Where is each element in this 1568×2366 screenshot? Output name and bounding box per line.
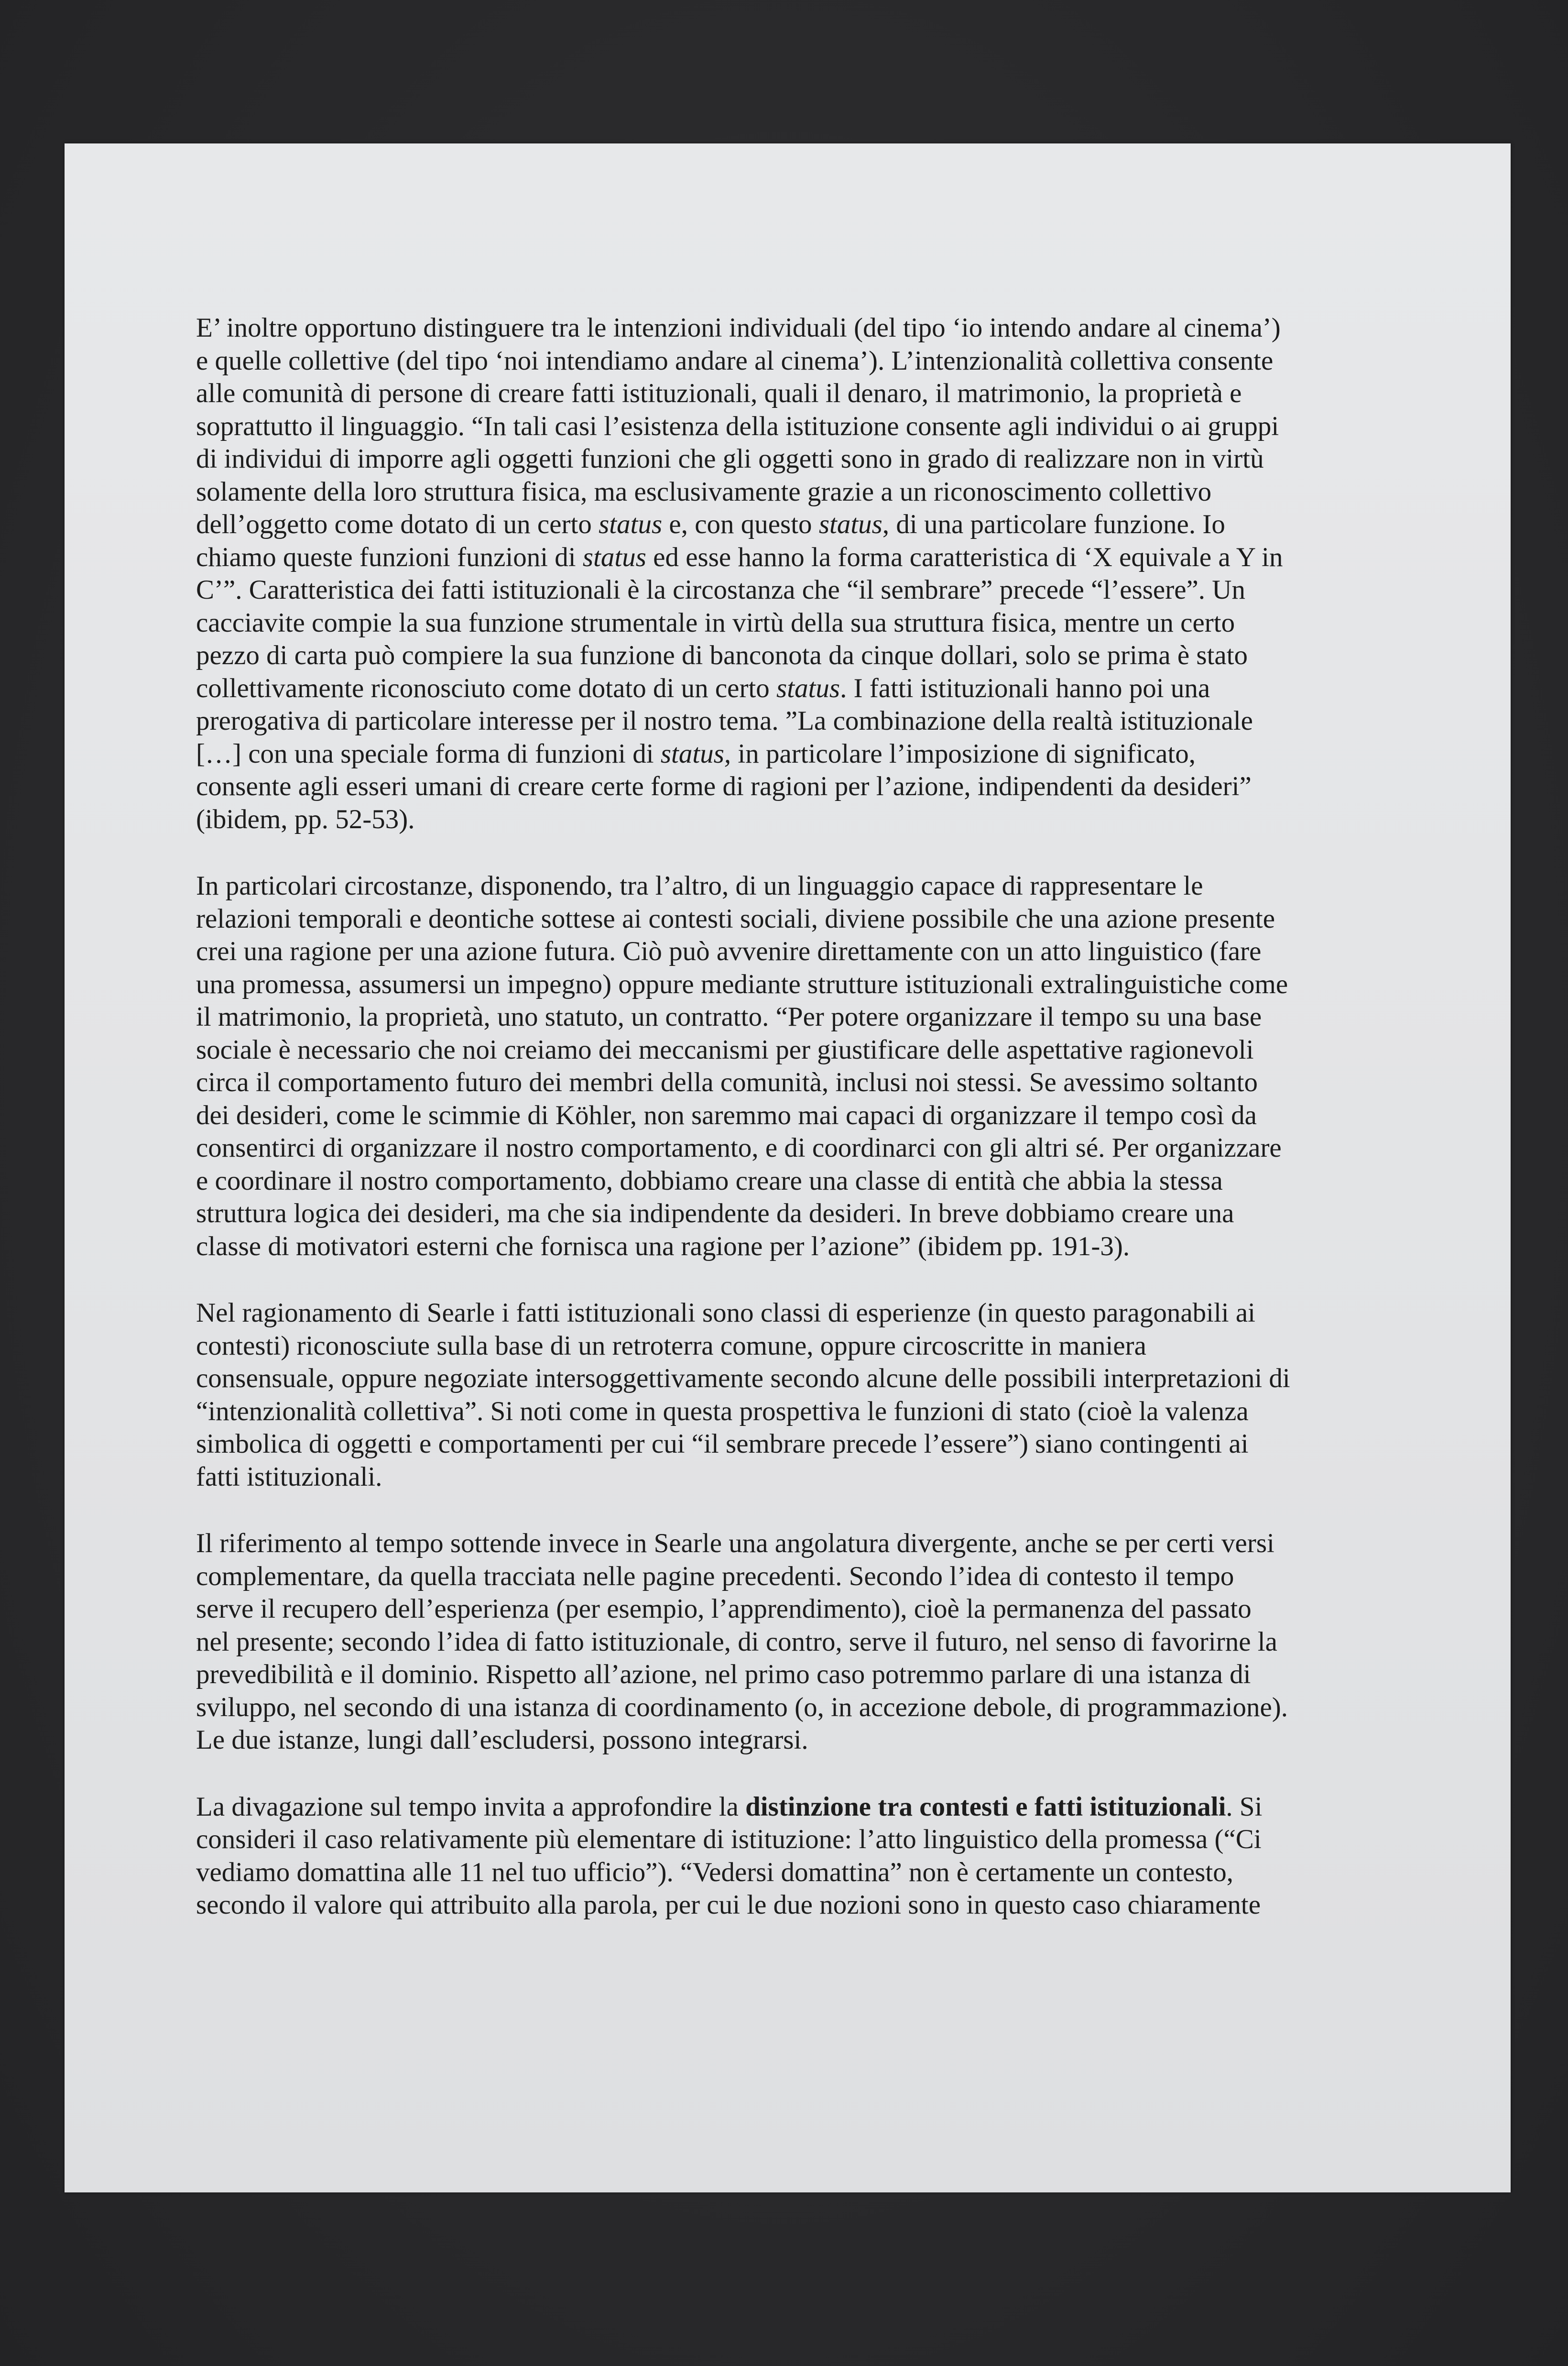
paragraph-4 [196,1527,1367,1757]
text-line: La divagazione sul tempo invita a approfondire la distinzione tra contesti e fatti istituzionali. Si [196,1791,1263,1822]
text-line: il matrimonio, la proprietà, uno statuto, un contratto. “Per potere organizzare il tempo su una base [196,1002,1262,1032]
body-text [196,312,1367,1956]
text-line: complementare, da quella tracciata nelle pagine precedenti. Secondo l’idea di contesto il tempo [196,1561,1234,1591]
text-line: cacciavite compie la sua funzione strumentale in virtù della sua struttura fisica, mentre un certo [196,607,1235,638]
text-line: E’ inoltre opportuno distinguere tra le intenzioni individuali (del tipo ‘io intendo andare al cinema’) [196,313,1281,343]
text-line: simbolica di oggetti e comportamenti per cui “il sembrare precede l’essere”) siano contingenti ai [196,1429,1249,1459]
text-line: relazioni temporali e deontiche sottese ai contesti sociali, diviene possibile che una azione presente [196,903,1275,934]
text-line: chiamo queste funzioni funzioni di status ed esse hanno la forma caratteristica di ‘X equivale a Y in [196,542,1283,572]
text-line: e quelle collettive (del tipo ‘noi intendiamo andare al cinema’). L’intenzionalità collettiva consente [196,345,1274,376]
text-line: sviluppo, nel secondo di una istanza di coordinamento (o, in accezione debole, di programmazione). [196,1692,1288,1722]
text-line: una promessa, assumersi un impegno) oppure mediante strutture istituzionali extralinguistiche come [196,969,1288,999]
text-line: di individui di imporre agli oggetti funzioni che gli oggetti sono in grado di realizzare non in virtù [196,444,1264,474]
text-line: […] con una speciale forma di funzioni di status, in particolare l’imposizione di significato, [196,738,1196,769]
text-line: consentirci di organizzare il nostro comportamento, e di coordinarci con gli altri sé. Per organizzare [196,1133,1282,1163]
text-line: nel presente; secondo l’idea di fatto istituzionale, di contro, serve il futuro, nel senso di favorirne la [196,1626,1277,1657]
paragraph-3 [196,1297,1367,1493]
paragraph-2 [196,870,1367,1263]
text-line: “intenzionalità collettiva”. Si noti come in questa prospettiva le funzioni di stato (cioè la valenza [196,1396,1249,1426]
text-line: struttura logica dei desideri, ma che sia indipendente da desideri. In breve dobbiamo creare una [196,1198,1234,1228]
text-line: consideri il caso relativamente più elementare di istituzione: l’atto linguistico della promessa (“Ci [196,1824,1262,1854]
text-line: contesti) riconosciute sulla base di un retroterra comune, oppure circoscritte in maniera [196,1330,1146,1361]
paper-sheet [65,143,1511,2192]
text-line: collettivamente riconosciuto come dotato di un certo status. I fatti istituzionali hanno poi una [196,673,1210,703]
text-line: Il riferimento al tempo sottende invece in Searle una angolatura divergente, anche se per certi versi [196,1528,1274,1558]
text-line: crei una ragione per una azione futura. Ciò può avvenire direttamente con un atto linguistico (fare [196,936,1262,966]
text-line: Nel ragionamento di Searle i fatti istituzionali sono classi di esperienze (in questo paragonabili ai [196,1298,1256,1328]
text-line: classe di motivatori esterni che fornisca una ragione per l’azione” (ibidem pp. 191-3). [196,1231,1130,1261]
text-line: serve il recupero dell’esperienza (per esempio, l’apprendimento), cioè la permanenza del passato [196,1594,1252,1624]
text-line: prevedibilità e il dominio. Rispetto all’azione, nel primo caso potremmo parlare di una istanza di [196,1659,1251,1689]
text-line: fatti istituzionali. [196,1461,382,1492]
text-line: (ibidem, pp. 52-53). [196,804,415,834]
text-line: consente agli esseri umani di creare certe forme di ragioni per l’azione, indipendenti da desideri” [196,771,1252,801]
text-line: C’”. Caratteristica dei fatti istituzionali è la circostanza che “il sembrare” precede “l’essere”. Un [196,575,1245,605]
text-line: consensuale, oppure negoziate intersoggettivamente secondo alcune delle possibili interpretazioni di [196,1363,1290,1393]
text-line: soprattutto il linguaggio. “In tali casi l’esistenza della istituzione consente agli individui o ai gruppi [196,411,1279,441]
text-line: secondo il valore qui attribuito alla parola, per cui le due nozioni sono in questo caso chiaramente [196,1890,1261,1920]
paragraph-1 [196,312,1367,836]
text-line: In particolari circostanze, disponendo, tra l’altro, di un linguaggio capace di rappresentare le [196,871,1203,901]
text-line: sociale è necessario che noi creiamo dei meccanismi per giustificare delle aspettative ragionevoli [196,1034,1254,1065]
text-line: dei desideri, come le scimmie di Köhler, non saremmo mai capaci di organizzare il tempo così da [196,1100,1257,1130]
text-line: pezzo di carta può compiere la sua funzione di banconota da cinque dollari, solo se prima è stato [196,640,1248,670]
text-line: alle comunità di persone di creare fatti istituzionali, quali il denaro, il matrimonio, la proprietà e [196,378,1242,408]
text-line: circa il comportamento futuro dei membri della comunità, inclusi noi stessi. Se avessimo soltanto [196,1067,1258,1097]
text-line: vediamo domattina alle 11 nel tuo ufficio”). “Vedersi domattina” non è certamente un contesto, [196,1857,1234,1887]
text-line: e coordinare il nostro comportamento, dobbiamo creare una classe di entità che abbia la stessa [196,1165,1223,1196]
text-line: dell’oggetto come dotato di un certo status e, con questo status, di una particolare funzione. Io [196,509,1225,539]
text-line: prerogativa di particolare interesse per il nostro tema. ”La combinazione della realtà istituzionale [196,706,1253,736]
text-line: Le due istanze, lungi dall’escludersi, possono integrarsi. [196,1725,808,1755]
paragraph-5 [196,1791,1367,1922]
text-line: solamente della loro struttura fisica, ma esclusivamente grazie a un riconoscimento collettivo [196,476,1212,507]
